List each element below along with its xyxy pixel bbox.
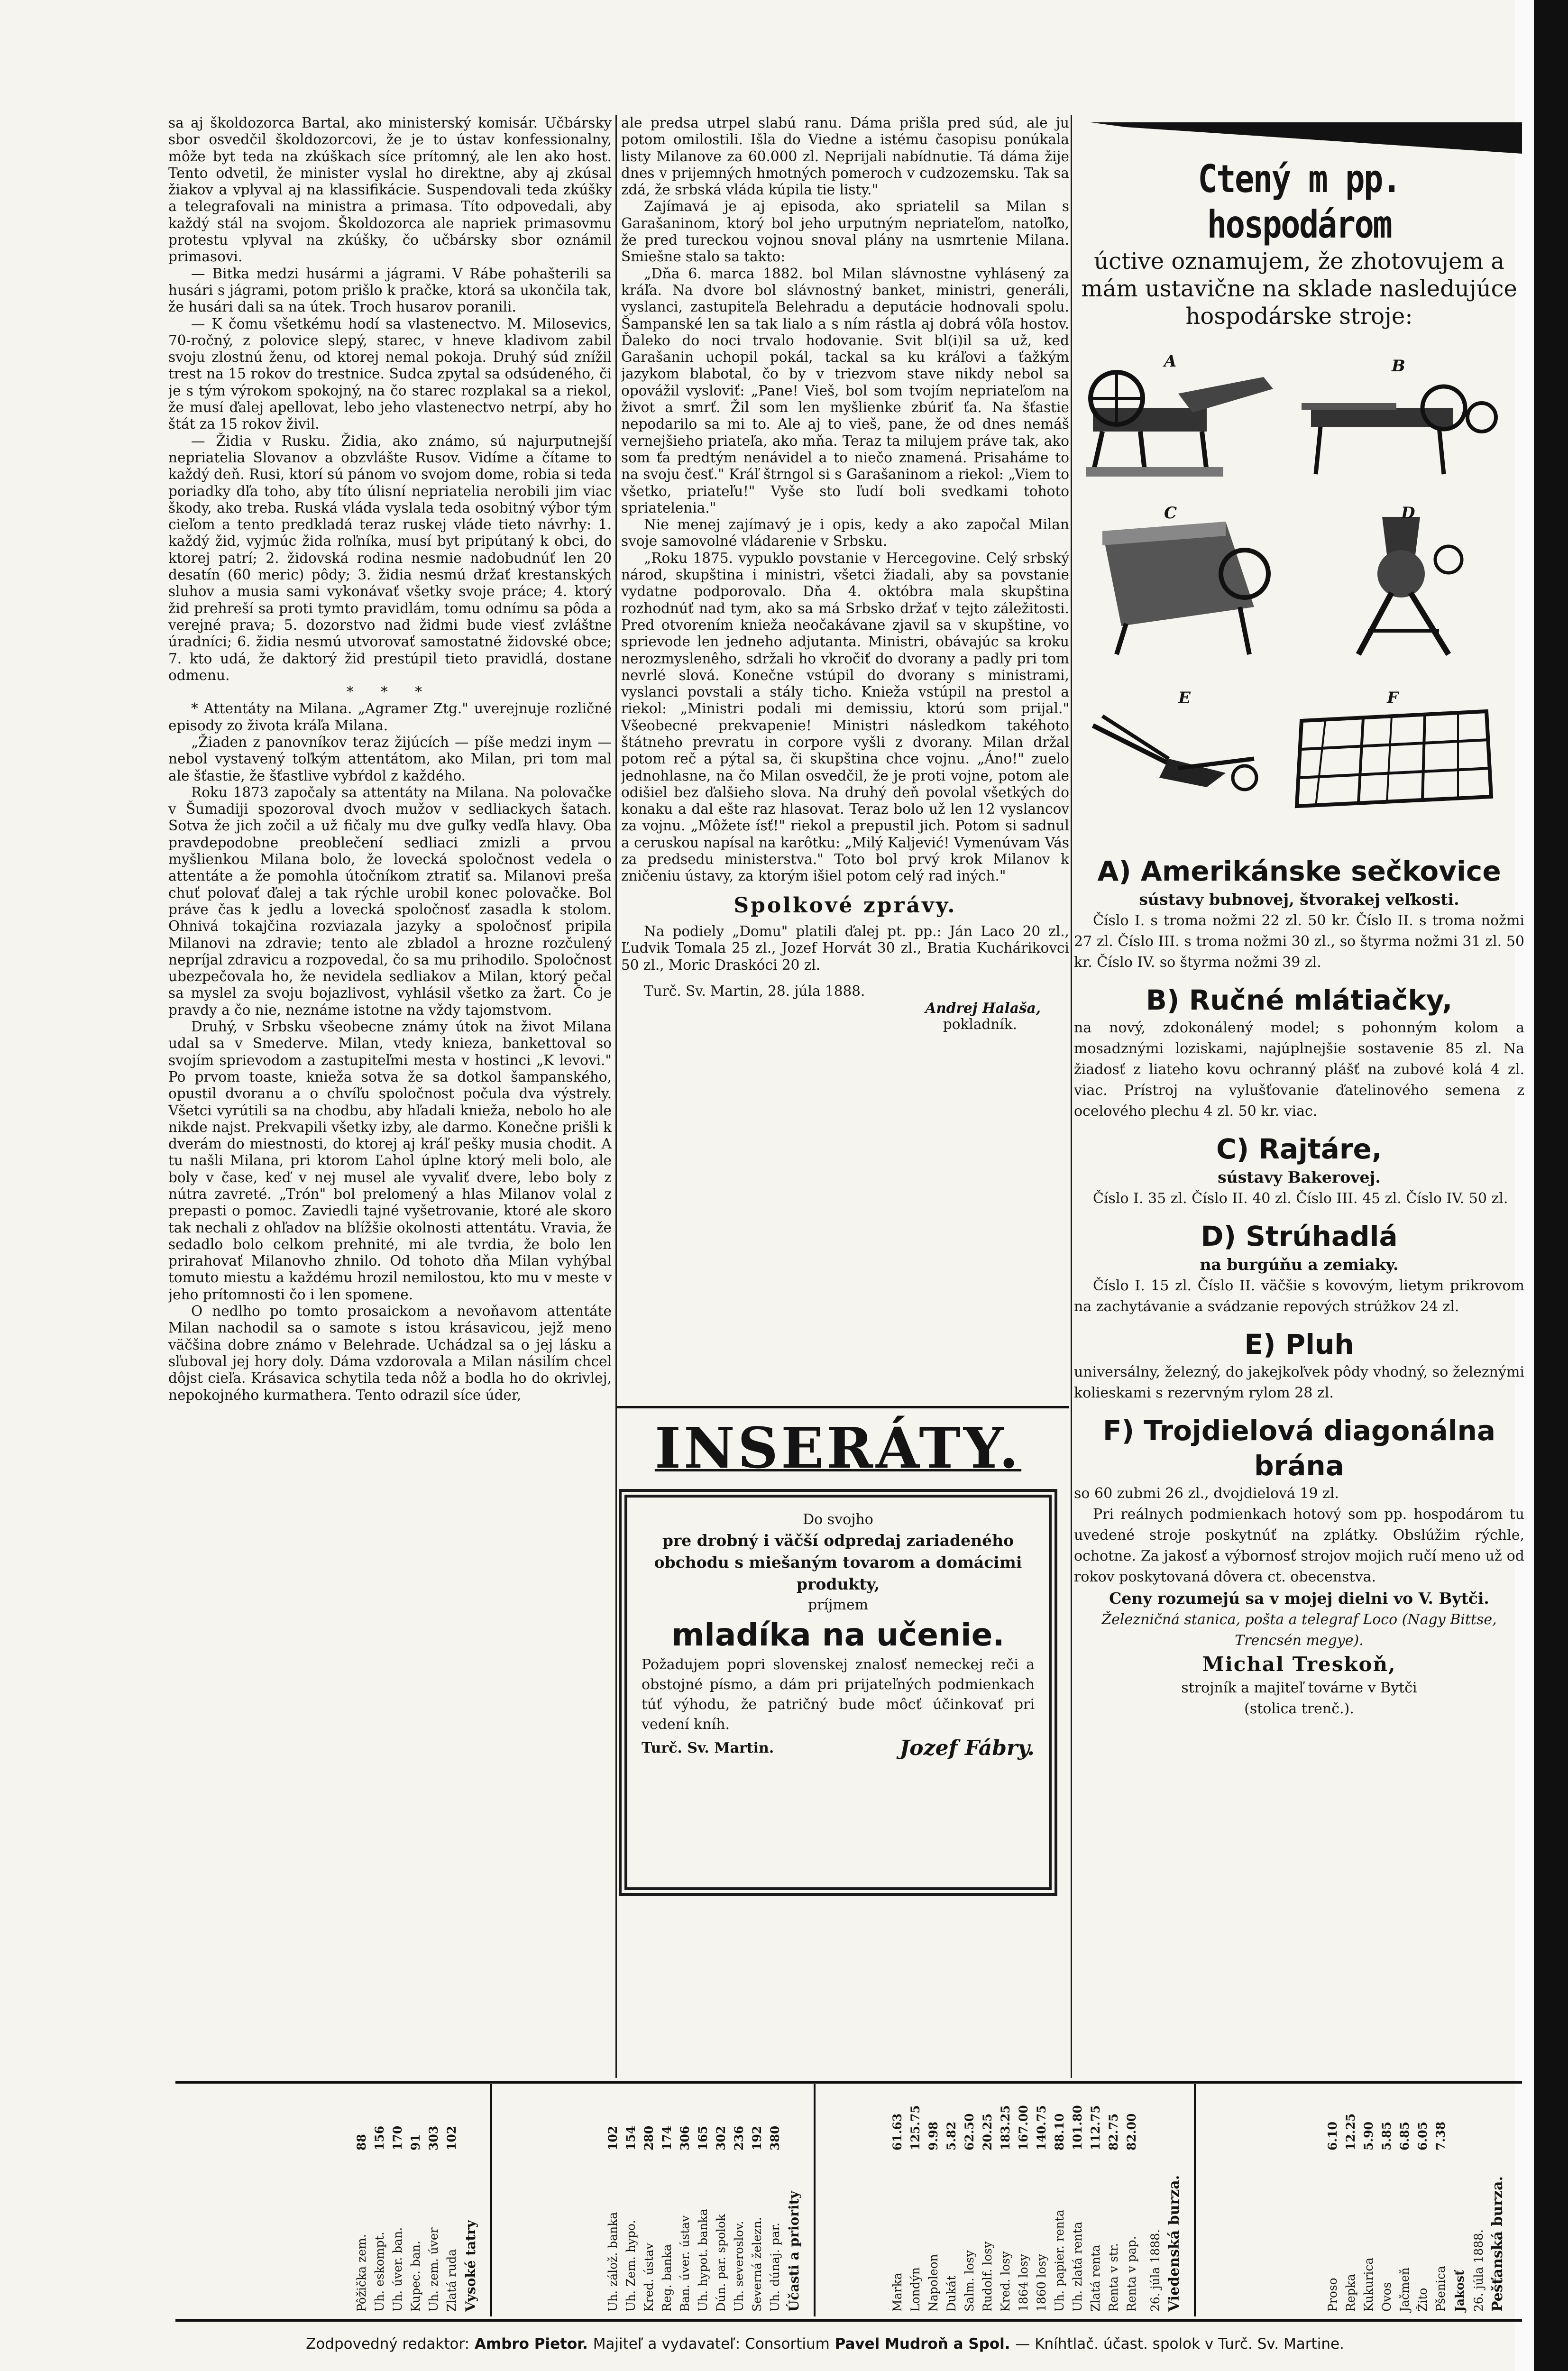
market-item-name: Uh. zálož. banka	[606, 2212, 620, 2312]
market-item-name: Londýn	[908, 2267, 922, 2312]
market-item-price: 280	[642, 2125, 656, 2150]
advert-fabry-place: Turč. Sv. Martin.	[642, 1740, 774, 1756]
advert-treskon-closing: Pri reálnych podmienkach hotový som pp. hospodárom tu uvedené stroje poskytnúť na zplátky. Obslúžim rýchle, ochotne. Za jakosť a výbornosť strojov mojich ručí meno už od rokov poskytovaná dôvera ct. obecenstva.	[1074, 1506, 1524, 1585]
market-item-price: 303	[427, 2125, 440, 2150]
column-1	[168, 115, 612, 2083]
market-item-price: 167.00	[1017, 2105, 1030, 2150]
inzeraty-top-rule	[616, 1406, 1069, 1408]
market-2-date: 26. júla 1888.	[1148, 2229, 1162, 2312]
advert-treskon-intro: úctive oznamujem, že zhotovujem a mám ustavične na sklade nasledujúce hospodárske stroje:	[1081, 248, 1517, 330]
market-item-price: 7.38	[1434, 2122, 1448, 2150]
market-item-name: Uh. eskompt.	[373, 2232, 386, 2312]
illustration-b-thresher	[1302, 356, 1505, 479]
section-c-body: Číslo I. 35 zl. Číslo II. 40 zl. Číslo III. 45 zl. Číslo IV. 50 zl.	[1093, 1190, 1508, 1207]
footer-editor-name: Ambro Pietor.	[474, 2335, 588, 2353]
market-item-name: Žito	[1416, 2288, 1430, 2312]
machine-illustrations	[1074, 346, 1524, 844]
section-c-heading: C) Rajtáre,	[1216, 1133, 1382, 1165]
advert-fabry-body: Požadujem popri slovenskej znalosť nemeckej reči a obstojné písmo, a dám pri prijateľných podmienkach túť výhodu, že patričný bude môcť účinkovať pri vedení kníh.	[642, 1656, 1035, 1733]
market-table-2	[816, 2084, 1196, 2316]
market-item-price: 125.75	[908, 2105, 922, 2150]
market-item-name: Proso	[1326, 2278, 1339, 2312]
market-item-price: 101.80	[1071, 2105, 1084, 2150]
section-a-heading: A) Amerikánske sečkovice	[1097, 855, 1501, 887]
col2-para-1: ale predsa utrpel slabú ranu. Dáma prišla pred súd, ale ju potom omilostili. Išla do Viedne a istému časopisu ponúkala listy Milanove za 60.000 zl. Neprijali nabídnutie. Tá dáma žije dnes v prijemných hmotných pomeroch v cudzozemsku. Tak sa zdá, že srbská vláda kúpila tie listy."	[621, 115, 1069, 198]
market-item-price: 82.75	[1107, 2113, 1120, 2150]
col2-para-3: „Dňa 6. marca 1882. bol Milan slávnostne vyhlásený za kráľa. Na dvore bol slávnostný banket, ministri, generáli, vyslanci, zastupiteľa Belehradu a deputácie hodnovali spolu. Šampanské len sa tak lialo a s ním rástla aj dobrá vôľa hostov. Ďaleko do noci trvalo hodovanie. Svit bl(i)il sa už, keď Garašanin uchopil pokál, tackal sa ku kráľovi a ťažkým jazykom blabotal, čo by v triezvom stave nikdy nebol sa opovážil vysloviť: „Pane! Vieš, bol som tvojím nepriateľom na život a smrť. Žil som len myšlienke zbúriť ťa. Na šťastie nepodarilo sa mi to. Ale aj to vieš, pane, že od dnes nemáš vernejšieho priateľa, ako mňa. Teraz ta milujem práve tak, ako som ťa predtým nenávidel a to niečo znamená. Prisaháme to na svoju česť." Kráľ štrngol si s Garašaninom a riekol: „Viem to všetko, priateľu!" Vyše sto ľudí boli svedkami tohoto spriatelenia."	[621, 265, 1069, 516]
col1-para-2: — Bitka medzi husármi a jágrami. V Rábe pohašterili sa husári s jágrami, potom prišlo k pračke, ktorá sa ukončila tak, že husári dali sa na útek. Troch husarov poranili.	[168, 265, 612, 315]
advert-treskon-role-2: (stolica trenč.).	[1244, 1700, 1354, 1717]
market-item-price: 306	[678, 2125, 692, 2150]
market-item-price: 156	[373, 2125, 386, 2150]
illustration-label-f: F	[1387, 689, 1399, 708]
column-2	[621, 115, 1069, 1407]
market-item-price: 5.82	[944, 2122, 958, 2150]
footer-publisher-name: Pavel Mudroň a Spol.	[834, 2335, 1010, 2353]
col1-para-8: Roku 1873 započaly sa attentáty na Milana. Na polovačke v Šumadiji spozoroval dvoch mužov v sedliackych šatach. Sotva že jich zočil a už fičaly mu dve guľky vedľa hlavy. Oba pravdepodobne preoblečení sedliaci zmizli a prvou myšlienkou Milana bolo, že lovecká spoločnost vedela o attentáte a že pomohla útočníkom ztratiť sa. Milanovi preša chuť polovať ďalej a tak rýchle urobil konec polovačke. Bol práve čas k jedlu a lovecká spoločnosť zasadla k stolom. Ohnivá tokajčina rozviazala jazyky a spoločnosť pripila Milanovi na zdravie; tento ale zbladol a hrozne rozčulený nepríjal zdravicu a rozpovedal, čo sa mu prihodilo. Spoločnost ubezpečovala ho, že nevidela sedliakov a Milan, ktorý pečal sa myslel za svoju bojazlivost, vyhlásil všetko za žart. Čo je pravdy a čo nie, neznáme istotne na vždy tajomstvom.	[168, 784, 612, 1018]
section-d-heading: D) Strúhadlá	[1201, 1220, 1398, 1252]
section-f-heading: F) Trojdielová diagonálna brána	[1102, 1415, 1496, 1482]
market-item-name: Kred. ústav	[642, 2242, 656, 2312]
footer-label-publisher: Majiteľ a vydavateľ: Consortium	[593, 2335, 830, 2353]
market-item-name: Uh. papier. renta	[1053, 2209, 1066, 2312]
illustration-label-a: A	[1164, 352, 1177, 371]
section-b-heading: B) Ručné mlátiačky,	[1146, 984, 1453, 1016]
market-item-name: Reg. banka	[660, 2244, 674, 2312]
section-a-body: Číslo I. s troma nožmi 22 zl. 50 kr. Číslo II. s troma nožmi 27 zl. Číslo III. s troma nožmi 30 zl., so štyrma nožmi 31 zl. 50 kr. Číslo IV. so štyrma nožmi 39 zl.	[1074, 912, 1524, 971]
advert-fabry-line-2: pre drobný i väčší odpredaj zariadeného obchodu s miešaným tovarom a domácimi produkty,	[654, 1531, 1022, 1593]
market-item-price: 82.00	[1125, 2113, 1138, 2150]
section-c-sub: sústavy Bakerovej.	[1218, 1168, 1381, 1186]
advert-treskon-price-note: Ceny rozumejú sa v mojej dielni vo V. Bytči.	[1109, 1589, 1489, 1608]
section-d-body: Číslo I. 15 zl. Číslo II. väčšie s kovovým, lietym prikrovom na zachytávanie a svádzanie repových strúžkov 24 zl.	[1074, 1277, 1524, 1315]
market-item-price: 183.25	[999, 2105, 1012, 2150]
market-item-name: Uh. úver. ban.	[391, 2227, 404, 2312]
market-item-name: Ovos	[1380, 2282, 1394, 2312]
market-table-3	[493, 2084, 816, 2316]
market-item-price: 112.75	[1089, 2105, 1102, 2150]
market-item-name: Napoleon	[926, 2254, 940, 2312]
market-item-price: 6.05	[1416, 2122, 1430, 2150]
section-a-sub: sústavy bubnovej, štvorakej veľkosti.	[1139, 890, 1459, 909]
market-item-price: 102	[445, 2125, 458, 2150]
market-item-price: 380	[768, 2125, 782, 2150]
spolkove-zpravy-signature: Andrej Halaša,	[925, 1000, 1041, 1017]
market-item-price: 20.25	[981, 2113, 994, 2150]
market-item-price: 5.90	[1362, 2122, 1375, 2150]
market-item-price: 170	[391, 2125, 404, 2150]
market-item-price: 88.10	[1053, 2113, 1066, 2150]
market-item-price: 6.85	[1398, 2122, 1412, 2150]
inzeraty-heading: INSERÁTY.	[654, 1415, 1022, 1481]
market-item-name: Zlatá ruda	[445, 2249, 458, 2312]
market-item-price: 6.10	[1326, 2122, 1339, 2150]
market-item-name: Uh. severoslov.	[732, 2221, 746, 2312]
market-item-name: Uh. zlatá renta	[1071, 2222, 1084, 2312]
illustration-label-b: B	[1392, 357, 1405, 376]
market-item-price: 174	[660, 2125, 674, 2150]
market-item-name: Kred. losy	[999, 2251, 1012, 2312]
section-d-sub: na burgúňu a zemiaky.	[1200, 1255, 1399, 1274]
market-item-name: Kukurica	[1362, 2257, 1375, 2312]
market-item-price: 102	[606, 2125, 620, 2150]
market-4-title: Vysoké tatry	[463, 2220, 478, 2312]
market-3-title: Účasti a priority	[786, 2191, 802, 2312]
market-item-name: Renta v str.	[1107, 2243, 1120, 2312]
column-divider-2	[1071, 115, 1072, 2078]
spolkove-zpravy-role: pokladník.	[943, 1016, 1017, 1033]
market-item-name: Salm. losy	[963, 2250, 976, 2312]
market-item-name: Severná železn.	[750, 2217, 764, 2312]
page-edge-dark	[1534, 0, 1568, 2371]
col1-para-3: — K čomu všetkému hodí sa vlastenectvo. M. Milosevics, 70-ročný, z polovice slepý, starec, v hneve kladivom zabil svoju zlostnú ženu, od ktorej nemal pokoja. Druhý súd znížil trest na 15 rokov do trestnice. Sudca zpytal sa odsúdeného, či je s tým výrokom spokojný, na čo starec rozplakal sa a riekol, že musí ďalej apellovat, lebo jeho vlastenectvo netrpí, aby ho štát za 15 rokov živil.	[168, 315, 612, 432]
col2-para-2: Zajímavá je aj episoda, ako spriatelil sa Milan s Garašaninom, ktorý bol jeho urputným nepriateľom, natoľko, že pred tureckou vojnou snoval plány na usmrtenie Milana. Smiešne stalo sa takto:	[621, 198, 1069, 265]
illustration-c-corn-sheller	[1083, 503, 1283, 659]
market-item-price: 88	[355, 2134, 368, 2150]
market-item-name: Repka	[1344, 2274, 1357, 2312]
footer-printer: — Kníhtlač. účast. spolok v Turč. Sv. Martine.	[1015, 2335, 1344, 2353]
advert-fabry-signature	[642, 1738, 1035, 1758]
advert-fabry-headline: mladíka na učenie.	[671, 1617, 1005, 1653]
col1-para-4: — Židia v Rusku. Židia, ako známo, sú najurputnejší nepriatelia Slovanov a obzvlášte Rusov. Vidíme a čítame to každý deň. Rusi, ktorí sú pánom vo svojom dome, robia si teda poriadky dľa toho, aby títo úlisní nepriatelia nerobili jim viac škody, ako treba. Ruská vláda vyslala teda osobitný výbor tým cieľom a tento predkladá teraz ruskej vláde tieto návrhy: 1. každý žid, vyjmúc žida roľníka, musí byt pripútaný k obci, do ktorej patrí; 2. židovská rodina nesmie nadobudnúť len 20 desatín (60 meric) pôdy; 3. židia nesmú držať krestanských sluhov a musia sami vykonávať všetky svoje práce; 4. ktorý žid prehreší sa proti tymto pravidlám, tomu odnímu sa pôda a verejné prava; 5. dozorstvo nad židmi bude viesť zvláštne úradníci; 6. židia nesmú utvorovať samostatné židovské obce; 7. kto udá, že daktorý žid prestúpil tieto pravidlá, dostane odmenu.	[168, 432, 612, 683]
advert-treskon-stations: Železničná stanica, pošta a telegraf Loco (Nagy Bittse, Trencsén megye).	[1101, 1611, 1497, 1649]
illustration-d-grater	[1339, 503, 1482, 659]
market-item-name: Rudolf. losy	[981, 2241, 994, 2312]
illustration-e-plough	[1083, 688, 1264, 806]
market-item-price: 5.85	[1380, 2122, 1394, 2150]
advert-fabry	[619, 1489, 1057, 1896]
market-item-name: Uh. zem. úver	[427, 2227, 440, 2312]
market-item-price: 12.25	[1344, 2113, 1357, 2150]
advert-treskon-title: Ctený m pp. hospodárom	[1198, 157, 1401, 247]
market-1-header: Jakosť	[1453, 2270, 1467, 2312]
market-item-name: 1860 losy	[1035, 2254, 1048, 2312]
market-table-4	[179, 2084, 492, 2316]
advert-black-wedge	[1091, 122, 1522, 154]
market-item-name: Zlatá renta	[1089, 2245, 1102, 2312]
advert-fabry-line-1: Do svojho	[803, 1511, 873, 1528]
section-asterisks: * * *	[346, 684, 433, 700]
market-1-date: 26. júla 1888.	[1472, 2229, 1485, 2312]
market-item-name: Jačmeň	[1398, 2267, 1412, 2312]
advert-fabry-name: Jozef Fábry.	[899, 1736, 1035, 1760]
market-item-price: 62.50	[963, 2113, 976, 2150]
market-2-title: Viedenská burza.	[1166, 2175, 1183, 2312]
market-item-price: 192	[750, 2125, 764, 2150]
spolkove-zpravy-body: Na podiely „Domu" platili ďalej pt. pp.: Ján Laco 20 zl., Ľudvik Tomala 25 zl., Jozef Horvát 30 zl., Bratia Kuchárikovci 50 zl., Moric Draskóci 20 zl.	[621, 923, 1069, 973]
market-item-name: Uh. hypot. banka	[696, 2208, 710, 2312]
advert-treskon-role: strojník a majiteľ továrne v Bytči	[1181, 1680, 1417, 1696]
market-item-name: Kupec. ban.	[409, 2241, 422, 2312]
advert-fabry-line-3: príjmem	[807, 1597, 869, 1613]
market-1-title: Pešťanská burza.	[1489, 2176, 1506, 2312]
col1-para-10: O nedlho po tomto prosaickom a nevoňavom attentáte Milan nachodil sa o samote s istou krásavicou, jejž meno väčšina dobre známo v Belehrade. Uchádzal sa o jej lásku a sľuboval jej hory doly. Dáma vzdorovala a Milan násilím chcel dôjst cieľa. Krásavica schytila teda nôž a bodla ho do okrivlej, nepokojného kurmathera. Tento odrazil síce úder,	[168, 1303, 612, 1403]
advert-treskon	[1074, 156, 1524, 2079]
illustration-a-chaff-cutter	[1083, 351, 1283, 479]
section-e-body: universálny, železný, do jakejkoľvek pôdy vhodný, so železnými kolieskami s rezervným rylom 28 zl.	[1074, 1364, 1524, 1401]
column-divider-1	[615, 115, 617, 2078]
section-f-body: so 60 zubmi 26 zl., dvojdielová 19 zl.	[1074, 1485, 1339, 1502]
col1-para-7: „Žiaden z panovníkov teraz žijúcích — píše medzi inym — nebol vystavený toľkým attentátom, ako Milan, pri tom mal ale šťastie, že šťastlive vybŕdol z každého.	[168, 734, 612, 784]
market-item-name: Dukát	[944, 2275, 958, 2312]
market-item-price: 165	[696, 2125, 710, 2150]
market-item-name: Uh. dúnaj. par.	[768, 2223, 782, 2312]
market-item-price: 302	[714, 2125, 728, 2150]
illustration-label-c: C	[1164, 504, 1177, 523]
footer-imprint	[147, 2335, 1503, 2353]
market-item-name: Pšenica	[1434, 2266, 1448, 2312]
market-item-name: Ban. úver. ústav	[678, 2215, 692, 2312]
market-item-price: 154	[624, 2125, 638, 2150]
section-b-body: na nový, zdokonálený model; s pohonným kolom a mosadznými loziskami, najúplnejšie sostavenie 85 zl. Na žiadosť z liateho kovu ochranný plášť na zubové kolá 4 zl. viac. Prístroj na vylušťovanie ďatelinového semena z ocelového plechu 4 zl. 50 kr. viac.	[1074, 1020, 1524, 1120]
market-item-price: 9.98	[926, 2122, 940, 2150]
market-item-price: 91	[409, 2134, 422, 2150]
market-table-1	[1197, 2084, 1519, 2316]
footer-label-editor: Zodpovedný redaktor:	[306, 2335, 470, 2353]
market-item-name: 1864 losy	[1017, 2254, 1030, 2312]
section-e-heading: E) Pluh	[1244, 1328, 1354, 1360]
spolkove-zpravy-place: Turč. Sv. Martin, 28. júla 1888.	[644, 983, 865, 999]
market-item-price: 140.75	[1035, 2105, 1048, 2150]
col1-para-1: sa aj školdozorca Bartal, ako ministerský komisár. Učbársky sbor osvedčil školdozorcovi, že je to ústav konfessionalny, môže byt teda na zkúškach síce prítomný, ale len ako host. Tento odvetil, že minister vyslal ho direktne, aby aj zkúsal žiakov a vplyval aj na klassifikácie. Suspendovali teda zkúšky a telegrafovali na ministra a primasa. Títo odpovedali, aby každý stál na svojom. Školdozorca ale napriek primasovmu protestu vplyval na zkúšky, čo učbársky sbor oznámil primasovi.	[168, 115, 612, 265]
col2-para-5: „Roku 1875. vypuklo povstanie v Hercegovine. Celý srbský národ, skupština i ministri, všetci žiadali, aby sa povstanie vydatne podporovalo. Dňa 4. októbra mala skupština rozhodnúť nad tym, ako sa má Srbsko držať v tejto záležitosti. Pred otvorením knieža neočakávane zjavil sa v skupštine, vo sprievode len jedneho adjutanta. Ministri, obávajúc sa kroku nerozmyslenêho, sdržali ho vkročiť do dvorany a padly pri tom nevrlé slová. Konečne vstúpil do dvorany s ministrami, vyslanci povstali a stály ticho. Knieža vstúpil na prestol a riekol: „Ministri podali mi demissiu, ktorú som prijal." Všeobecné prekvapenie! Ministri následkom takéhoto štátneho prevratu in corpore vyšli z dvorany. Milan držal potom reč a pýtal sa, či skupština chce vojnu. „Áno!" zuelo jednohlasne, na čo Milan osvedčil, že je proti vojne, potom ale odišiel bez ďalšieho slova. Na druhý deň povolal všetkých do konaku a dal ešte raz hlasovat. Teraz bolo už len 12 vyslancov za vojnu. „Môžete ísť!" riekol a prepustil jich. Potom si sadnul a ceruskou napísal na karôtku: „Milý Kaljević! Vymenúvam Vás za predsedu ministerstva." Toto bol prvý krok Milanov k zničeniu ústavy, za ktorým išiel potom celý rad iných."	[621, 550, 1069, 884]
market-item-name: Dún. par. spolok	[714, 2214, 728, 2312]
col1-para-9: Druhý, v Srbsku všeobecne známy útok na život Milana udal sa v Smederve. Milan, vtedy knieza, bankettoval so svojím sprievodom a zastupiteľmi mesta v hostinci „K levovi." Po prvom toaste, knieža sotva že sa dotkol šampanského, opustil dvoranu a o chvíľu spoločnost počula dva výstrely. Všetci vyrútili sa na chodbu, aby hľadali knieža, nebolo ho ale nikde najst. Prekvapili všetky izby, ale darmo. Konečne prišli k dverám do miestnosti, do ktorej aj kráľ pešky musia chodit. A tu našli Milana, pri ktorom Ľahol úplne ktorý meli bolo, ale boly v čase, keď v nej musel ale vyvaliť dvere, lebo boly z nútra zavreté. „Trón" bol prelomený a hlas Milanov volal z prepasti o pomoc. Zaviedli tajné vyšetrovanie, ktoré ale skoro tak nechali z ohľadov na blížšie okolnosti attentátu. Vravia, že sedadlo bolo celkom prehnité, mi ale tvrdia, že bolo len prirahovať Milanovho zhnilo. Od tohoto dňa Milan vyhýbal tomuto miestu a každému hrozil nemilostou, kto mu v meste v jeho prítomnosti čo i len spomene.	[168, 1019, 612, 1303]
market-item-name: Renta v pap.	[1125, 2236, 1138, 2312]
market-item-name: Marka	[890, 2272, 904, 2312]
col1-para-6: * Attentáty na Milana. „Agramer Ztg." uverejnuje rozličné episody zo života kráľa Milana.	[168, 700, 612, 734]
col2-para-4: Nie menej zajímavý je i opis, kedy a ako započal Milan svoje samovolné vládarenie v Srbsku.	[621, 516, 1069, 550]
illustration-f-harrow	[1287, 688, 1501, 816]
market-bottom-rule	[175, 2319, 1522, 2322]
market-item-price: 61.63	[890, 2113, 904, 2150]
market-top-rule	[175, 2081, 1522, 2084]
market-item-name: Uh. Zem. hypo.	[624, 2220, 638, 2312]
illustration-label-e: E	[1178, 689, 1191, 708]
illustration-label-d: D	[1401, 504, 1415, 523]
market-item-name: Pôžička zem.	[355, 2234, 368, 2312]
spolkove-zpravy-heading: Spolkové zprávy.	[734, 893, 957, 918]
advert-treskon-name: Michal Treskoň,	[1202, 1653, 1396, 1676]
market-item-price: 236	[732, 2125, 746, 2150]
